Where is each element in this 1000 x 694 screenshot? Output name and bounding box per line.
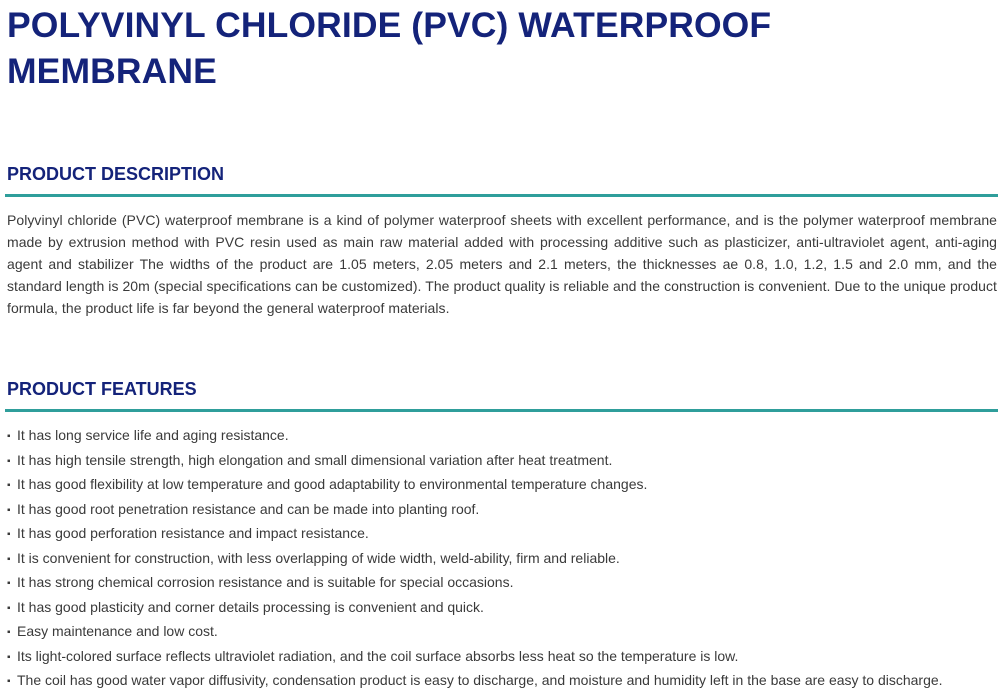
bullet-icon: ▪ [7,480,11,491]
list-item [7,547,997,572]
list-item [7,522,997,547]
feature-text: It has strong chemical corrosion resistance and is suitable for special occasions. [17,574,514,590]
feature-text: It has good plasticity and corner details processing is convenient and quick. [17,598,484,615]
feature-text: It has high tensile strength, high elongation and small dimensional variation after heat treatment. [17,451,613,468]
list-item [7,571,997,596]
list-item [7,596,997,621]
bullet-icon: ▪ [7,578,11,589]
bullet-icon: ▪ [7,553,11,565]
section-divider [5,194,998,197]
feature-text: It has good flexibility at low temperature and good adaptability to environmental temperature changes. [17,476,648,492]
list-item [7,669,997,694]
bullet-icon: ▪ [7,431,11,442]
list-item [7,620,997,645]
bullet-icon: ▪ [7,455,11,467]
page-title: POLYVINYL CHLORIDE (PVC) WATERPROOF MEMBRANE [7,5,772,91]
bullet-icon: ▪ [7,504,11,516]
bullet-icon: ▪ [7,651,11,663]
features-list [7,424,997,694]
product-description-text: Polyvinyl chloride (PVC) waterproof membrane is a kind of polymer waterproof sheets with excellent performance, and is the polymer waterproof membrane made by extrusion method with PVC resin used as main raw material added with processing additive such as plasticizer, anti-ultraviolet agent, anti-aging agent and stabilizer The widths of the product are 1.05 meters, 2.05 meters and 2.1 meters, the thicknesses ae 0.8, 1.0, 1.2, 1.5 and 2.0 mm, and the standard length is 20m (special specifications can be customized). The product quality is reliable and the construction is convenient. Due to the unique product formula, the product life is far beyond the general waterproof materials. [7,212,997,316]
feature-text: Easy maintenance and low cost. [17,623,218,639]
bullet-icon: ▪ [7,627,11,638]
list-item [7,645,997,670]
list-item [7,498,997,523]
bullet-icon: ▪ [7,602,11,614]
list-item [7,473,997,498]
section-divider [5,409,998,412]
feature-text: It has good perforation resistance and impact resistance. [17,525,369,541]
feature-text: It has long service life and aging resistance. [17,427,289,443]
product-description-heading: PRODUCT DESCRIPTION [7,164,225,184]
feature-text: It has good root penetration resistance and can be made into planting roof. [17,500,480,517]
feature-text: It is convenient for construction, with less overlapping of wide width, weld-ability, firm and reliable. [17,549,620,566]
bullet-icon: ▪ [7,529,11,540]
list-item [7,424,997,449]
feature-text: Its light-colored surface reflects ultraviolet radiation, and the coil surface absorbs less heat so the temperature is low. [17,647,739,664]
feature-text: The coil has good water vapor diffusivity, condensation product is easy to discharge, and moisture and humidity left in the base are easy to discharge. [17,672,943,688]
product-features-heading: PRODUCT FEATURES [7,379,197,399]
list-item [7,449,997,474]
bullet-icon: ▪ [7,676,11,687]
